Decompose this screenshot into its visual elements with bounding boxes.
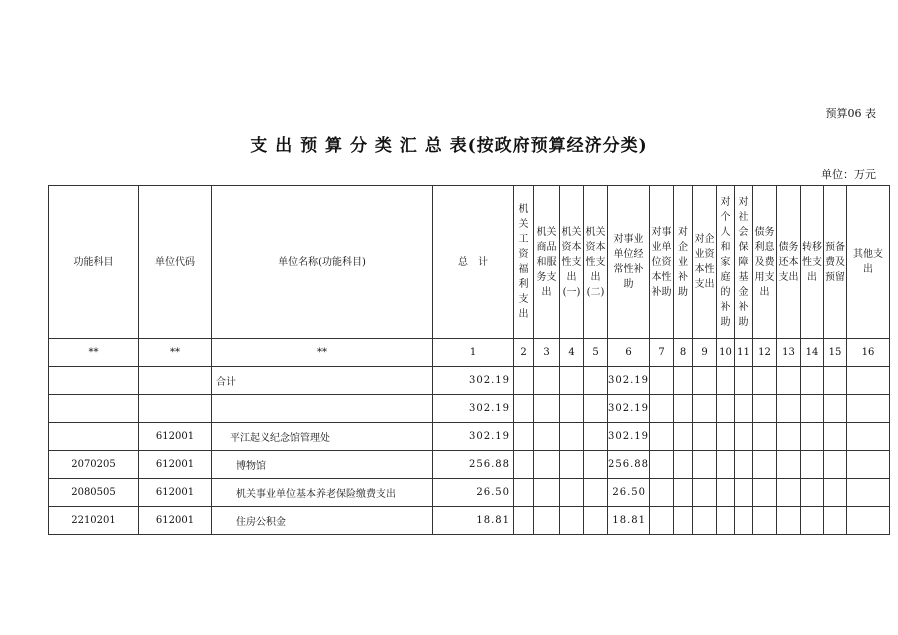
col-header: 对企业资本性支出 <box>693 186 717 339</box>
unit-label: 单位：万元 <box>821 168 876 181</box>
index-cell: 7 <box>650 339 674 367</box>
index-cell: 9 <box>693 339 717 367</box>
unit-code-cell <box>139 395 212 423</box>
index-cell: 6 <box>608 339 650 367</box>
header-row <box>49 186 890 339</box>
index-cell: 5 <box>584 339 608 367</box>
index-cell: 10 <box>717 339 735 367</box>
unit-code-cell <box>139 367 212 395</box>
public-institution-subsidy-cell: 18.81 <box>608 507 650 535</box>
unit-code-cell: 612001 <box>139 423 212 451</box>
col-header: 债务还本支出 <box>777 186 801 339</box>
index-cell: 8 <box>674 339 693 367</box>
public-institution-subsidy-cell: 302.19 <box>608 423 650 451</box>
public-institution-subsidy-cell: 26.50 <box>608 479 650 507</box>
index-cell: 14 <box>801 339 824 367</box>
func-code-cell: 2210201 <box>49 507 139 535</box>
unit-name-cell <box>212 395 433 423</box>
col-header: 机关资本性支出(二) <box>584 186 608 339</box>
total-cell: 18.81 <box>433 507 514 535</box>
index-row <box>49 339 890 367</box>
unit-name-cell: 住房公积金 <box>212 507 433 535</box>
budget-table <box>48 185 890 535</box>
unit-code-cell: 612001 <box>139 479 212 507</box>
func-code-cell <box>49 367 139 395</box>
table-row <box>49 423 890 451</box>
public-institution-subsidy-cell: 302.19 <box>608 367 650 395</box>
index-cell: 2 <box>514 339 534 367</box>
index-cell: 16 <box>847 339 890 367</box>
index-cell: ** <box>212 339 433 367</box>
col-header: 机关资本性支出(一) <box>560 186 584 339</box>
total-cell: 302.19 <box>433 367 514 395</box>
total-cell: 302.19 <box>433 395 514 423</box>
col-header: 功能科目 <box>49 186 139 339</box>
page-title: 支 出 预 算 分 类 汇 总 表(按政府预算经济分类) <box>250 136 648 156</box>
col-header: 债务利息及费用支出 <box>753 186 777 339</box>
func-code-cell: 2070205 <box>49 451 139 479</box>
func-code-cell <box>49 423 139 451</box>
index-cell: ** <box>139 339 212 367</box>
unit-name-cell: 机关事业单位基本养老保险缴费支出 <box>212 479 433 507</box>
table-row <box>49 479 890 507</box>
unit-name-cell: 博物馆 <box>212 451 433 479</box>
index-cell: 4 <box>560 339 584 367</box>
index-cell: 3 <box>534 339 560 367</box>
unit-name-cell: 合计 <box>212 367 433 395</box>
col-header: 单位名称(功能科目) <box>212 186 433 339</box>
index-cell: 13 <box>777 339 801 367</box>
col-header: 总 计 <box>433 186 514 339</box>
index-cell: ** <box>49 339 139 367</box>
col-header: 预备费及预留 <box>824 186 847 339</box>
col-header: 对企业补助 <box>674 186 693 339</box>
total-cell: 26.50 <box>433 479 514 507</box>
index-cell: 11 <box>735 339 753 367</box>
func-code-cell <box>49 395 139 423</box>
form-number: 预算06 表 <box>825 107 876 120</box>
col-header: 单位代码 <box>139 186 212 339</box>
index-cell: 12 <box>753 339 777 367</box>
col-header: 其他支出 <box>847 186 890 339</box>
unit-name-cell: 平江起义纪念馆管理处 <box>212 423 433 451</box>
func-code-cell: 2080505 <box>49 479 139 507</box>
col-header: 对社会保障基金补助 <box>735 186 753 339</box>
col-header: 机关商品和服务支出 <box>534 186 560 339</box>
col-header: 对个人和家庭的补助 <box>717 186 735 339</box>
public-institution-subsidy-cell: 302.19 <box>608 395 650 423</box>
total-cell: 256.88 <box>433 451 514 479</box>
col-header: 对事业单位资本性补助 <box>650 186 674 339</box>
table-row <box>49 451 890 479</box>
table-row <box>49 367 890 395</box>
index-cell: 15 <box>824 339 847 367</box>
table-row <box>49 507 890 535</box>
col-header: 对事业单位经常性补助 <box>608 186 650 339</box>
table-row <box>49 395 890 423</box>
col-header: 转移性支出 <box>801 186 824 339</box>
unit-code-cell: 612001 <box>139 507 212 535</box>
index-cell: 1 <box>433 339 514 367</box>
total-cell: 302.19 <box>433 423 514 451</box>
public-institution-subsidy-cell: 256.88 <box>608 451 650 479</box>
unit-code-cell: 612001 <box>139 451 212 479</box>
col-header: 机关工资福利支出 <box>514 186 534 339</box>
